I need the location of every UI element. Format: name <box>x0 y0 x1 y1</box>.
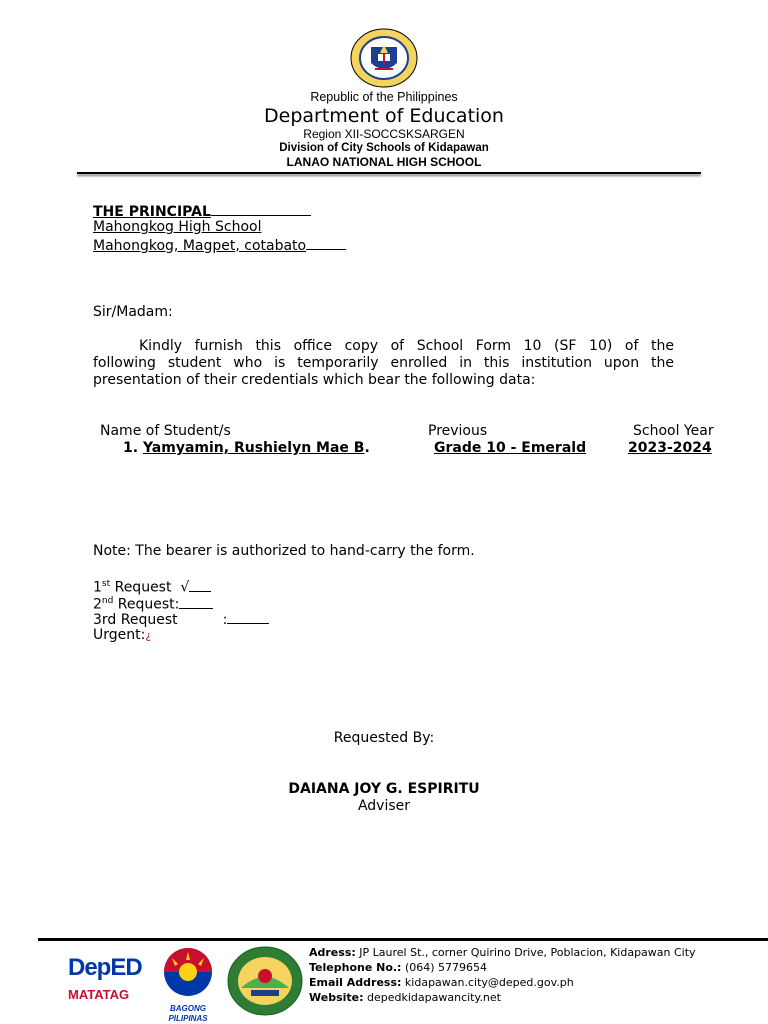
body-line-2: following student who is temporarily enrolled in this institution upon the <box>93 355 674 371</box>
recipient-school: Mahongkog High School <box>93 219 262 235</box>
deped-matatag-logo <box>68 955 144 1011</box>
deped-seal-icon <box>349 27 419 89</box>
body-line-3: presentation of their credentials which bear the following data: <box>93 372 536 388</box>
footer-divider <box>38 938 768 941</box>
header-school-year: School Year <box>633 423 714 439</box>
note-text: Note: The bearer is authorized to hand-carry the form. <box>93 543 475 559</box>
request-second: 2nd Request: <box>93 593 213 614</box>
student-previous: Grade 10 - Emerald <box>434 440 587 456</box>
school-line: LANAO NATIONAL HIGH SCHOOL <box>286 155 482 169</box>
salutation: Sir/Madam: <box>93 304 173 320</box>
check-icon: √ <box>180 579 190 596</box>
student-school-year: 2023-2024 <box>628 440 712 456</box>
request-third: 3rd Request : <box>93 610 269 629</box>
republic-line: Republic of the Philippines <box>310 90 458 104</box>
region-line: Region XII-SOCCSKSARGEN <box>303 127 465 141</box>
recipient-address: Mahongkog, Magpet, cotabato <box>93 236 346 255</box>
footer-website: Website: depedkidapawancity.net <box>309 991 501 1004</box>
division-line: Division of City Schools of Kidapawan <box>279 142 489 154</box>
request-urgent: Urgent:¿ <box>93 627 152 643</box>
department-title: Department of Education <box>264 105 504 127</box>
row-number: 1. <box>123 440 139 456</box>
signatory-name: DAIANA JOY G. ESPIRITU <box>288 781 480 797</box>
student-name: Yamyamin, Rushielyn Mae B <box>142 440 365 456</box>
bagong-pilipinas-emblem-icon <box>150 944 226 1000</box>
deped-logo-text: DepED <box>68 954 142 981</box>
signatory-role: Adviser <box>357 798 411 814</box>
urgent-mark: ¿ <box>145 629 152 642</box>
matatag-logo-text: MATATAG <box>68 987 130 1002</box>
bagong-pilipinas-logo <box>150 944 226 1023</box>
footer-phone: Telephone No.: (064) 5779654 <box>309 961 488 974</box>
body-line-1: Kindly furnish this office copy of School Form 10 (SF 10) of the <box>139 338 674 354</box>
request-first: 1st Request √ <box>93 576 211 597</box>
letterhead-divider <box>77 172 701 174</box>
requested-by-label: Requested By: <box>333 730 435 746</box>
table-row: 1. Yamyamin, Rushielyn Mae B. <box>123 440 370 456</box>
division-seal-icon <box>227 946 303 1016</box>
header-previous: Previous <box>428 423 488 439</box>
recipient-title: THE PRINCIPAL <box>93 202 311 221</box>
footer-address: Adress: JP Laurel St., corner Quirino Drive, Poblacion, Kidapawan City <box>309 946 696 959</box>
header-name: Name of Student/s <box>100 423 231 439</box>
footer-email: Email Address: kidapawan.city@deped.gov.ph <box>309 976 574 989</box>
bagong-logo-text: BAGONG PILIPINAS <box>168 1004 208 1023</box>
